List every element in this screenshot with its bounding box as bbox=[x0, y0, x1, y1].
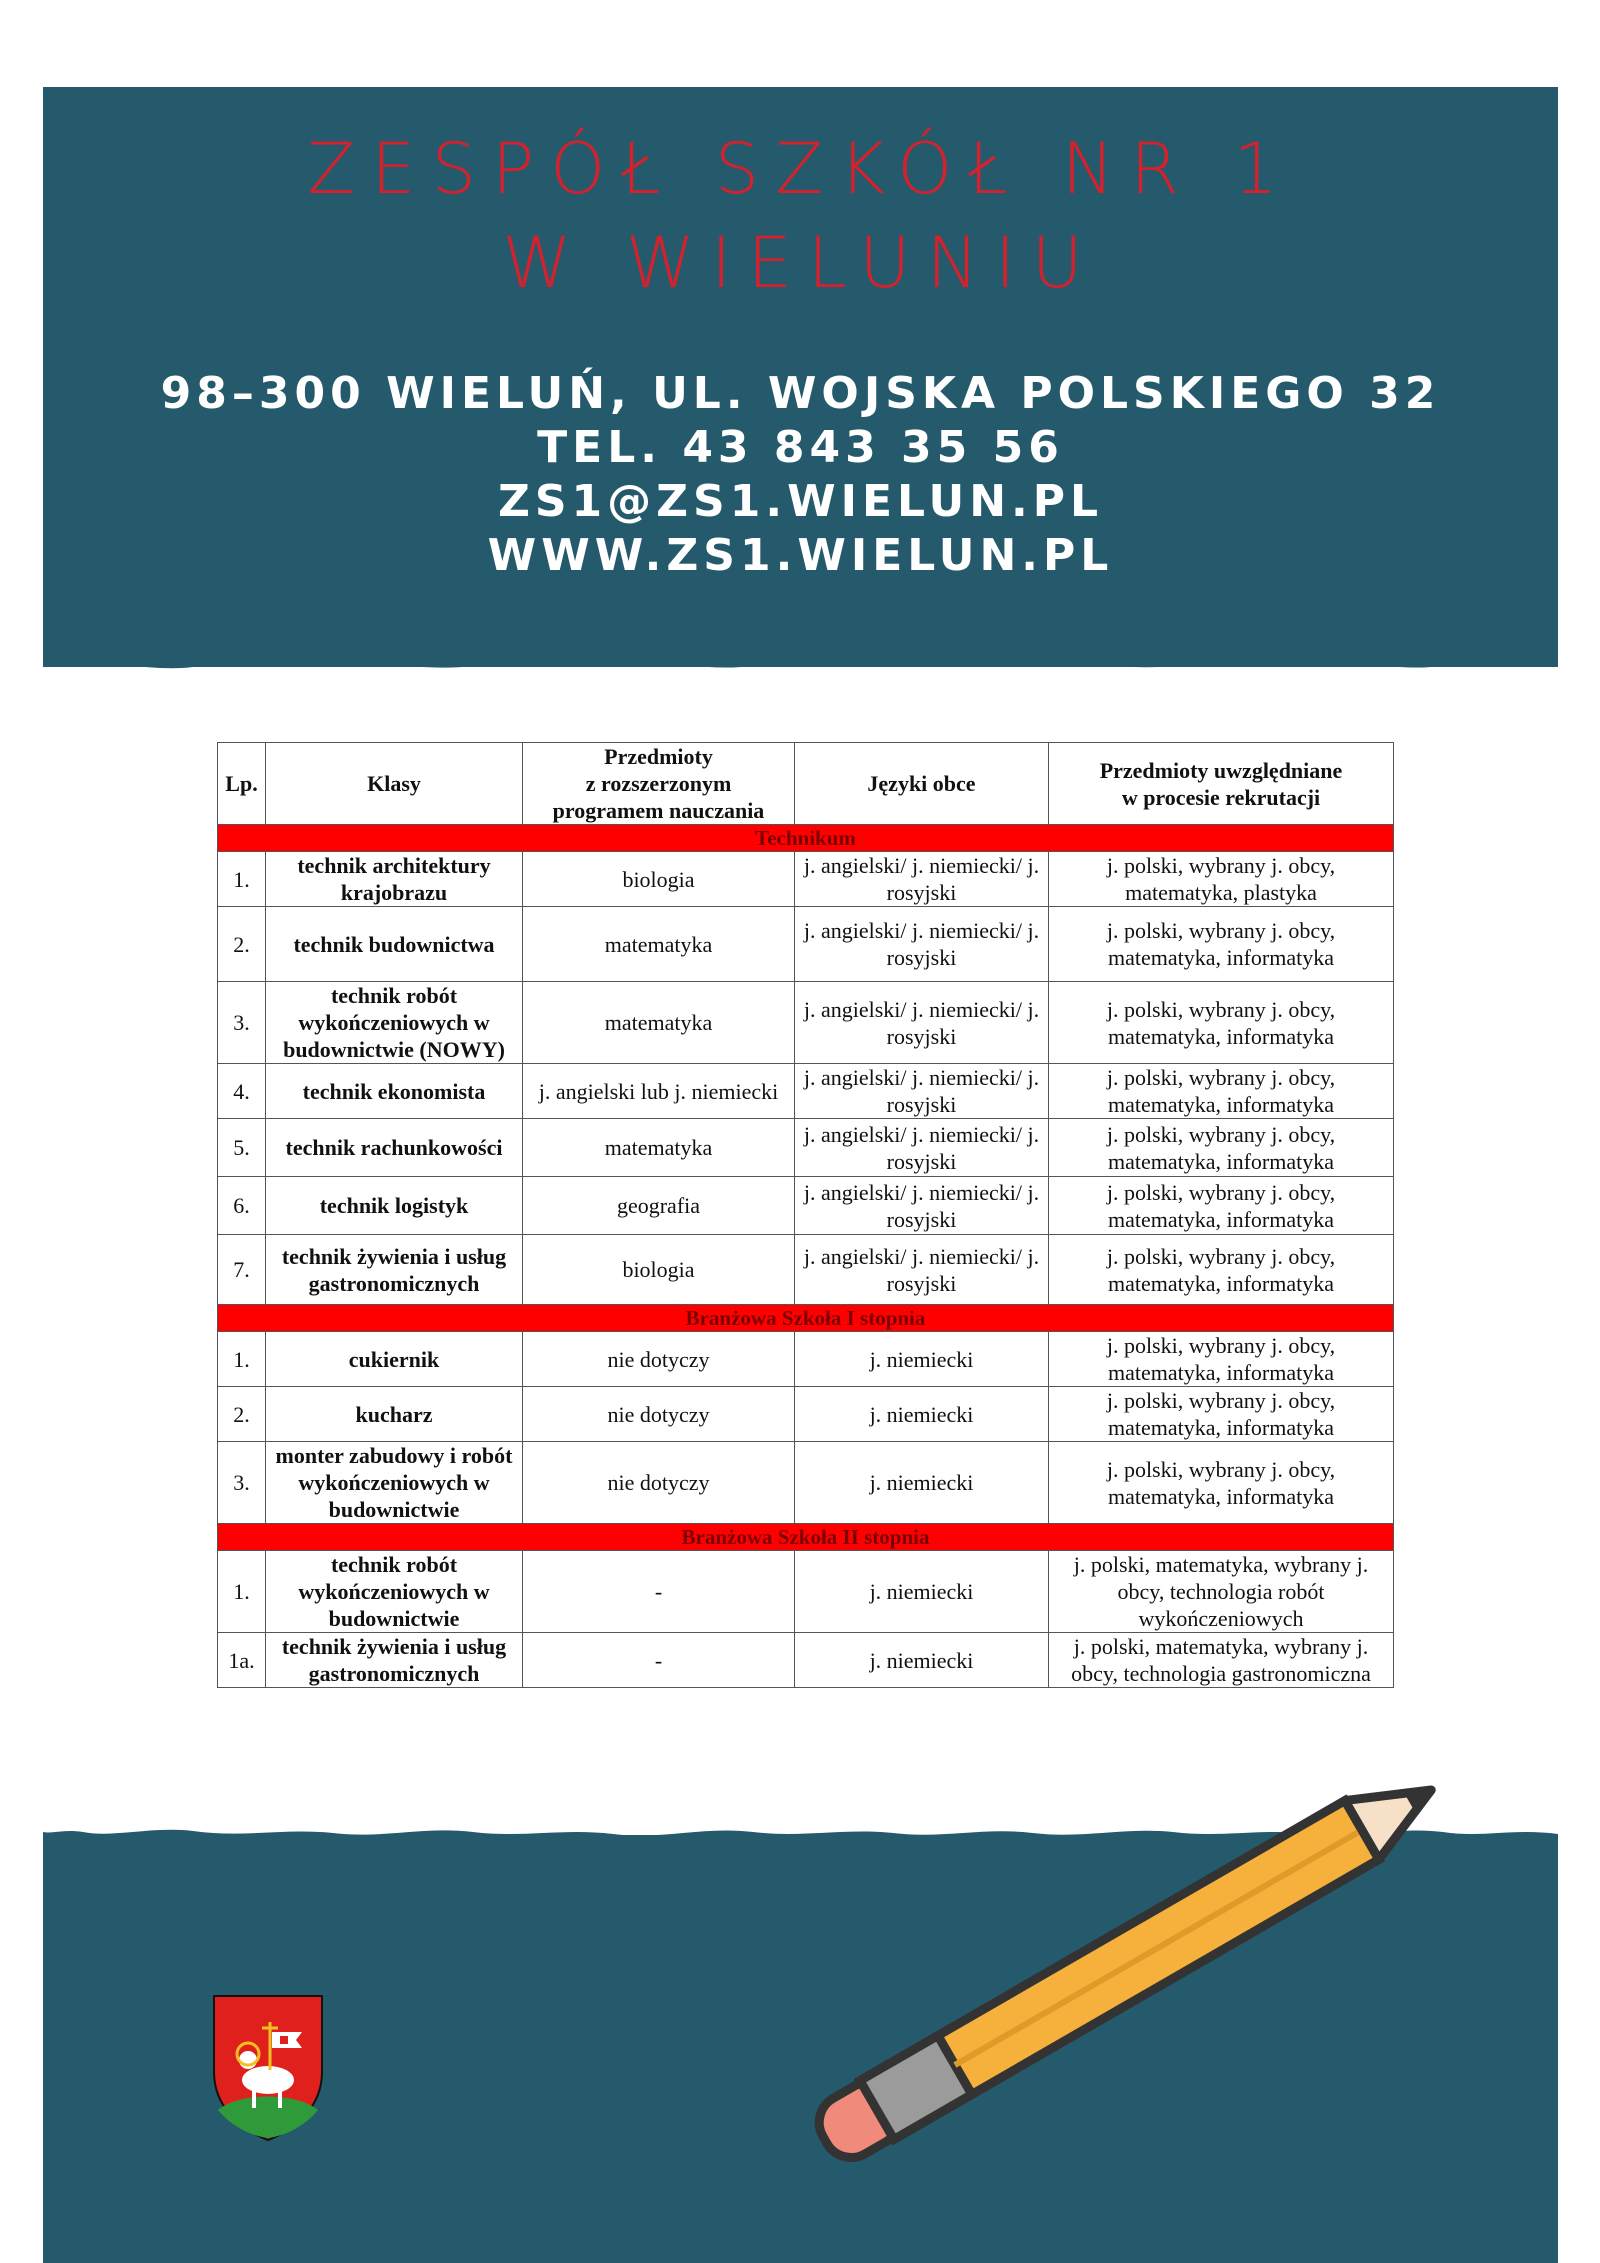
cell-lp: 1. bbox=[218, 1332, 266, 1387]
cell-lp: 3. bbox=[218, 1442, 266, 1524]
cell-jezyki: j. niemiecki bbox=[795, 1442, 1049, 1524]
table-row bbox=[218, 1177, 1394, 1235]
cell-lp: 5. bbox=[218, 1119, 266, 1177]
cell-klasa: technik robót wykończeniowych w budownictwie bbox=[266, 1551, 523, 1633]
table-row bbox=[218, 852, 1394, 907]
cell-klasa: technik żywienia i usług gastronomicznych bbox=[266, 1633, 523, 1688]
header-rekrutacja bbox=[1049, 743, 1394, 825]
website-link[interactable]: WWW.ZS1.WIELUN.PL bbox=[487, 530, 1114, 581]
cell-klasa: technik rachunkowości bbox=[266, 1119, 523, 1177]
cell-klasa: technik budownictwa bbox=[266, 907, 523, 982]
cell-przedmioty: matematyka bbox=[523, 1119, 795, 1177]
cell-klasa: cukiernik bbox=[266, 1332, 523, 1387]
table-row bbox=[218, 1064, 1394, 1119]
cell-lp: 3. bbox=[218, 982, 266, 1064]
header-jezyki: Języki obce bbox=[795, 743, 1049, 825]
cell-rekrutacja: j. polski, wybrany j. obcy, matematyka, informatyka bbox=[1049, 1177, 1394, 1235]
recruitment-table bbox=[217, 742, 1394, 1688]
section-title: Technikum bbox=[218, 825, 1394, 852]
section-header bbox=[218, 1305, 1394, 1332]
cell-klasa: kucharz bbox=[266, 1387, 523, 1442]
cell-rekrutacja: j. polski, matematyka, wybrany j. obcy, technologia gastronomiczna bbox=[1049, 1633, 1394, 1688]
school-name: ZESPÓŁ SZKÓŁ NR 1 bbox=[307, 128, 1294, 210]
cell-rekrutacja: j. polski, wybrany j. obcy, matematyka, informatyka bbox=[1049, 1332, 1394, 1387]
cell-klasa: monter zabudowy i robót wykończeniowych w budownictwie bbox=[266, 1442, 523, 1524]
header-rekrutacja-line1: Przedmioty uwzględniane bbox=[1099, 757, 1343, 783]
table-row bbox=[218, 1633, 1394, 1688]
header-klasy: Klasy bbox=[266, 743, 523, 825]
table-row bbox=[218, 907, 1394, 982]
cell-rekrutacja: j. polski, wybrany j. obcy, matematyka, informatyka bbox=[1049, 1235, 1394, 1305]
cell-rekrutacja: j. polski, matematyka, wybrany j. obcy, technologia robót wykończeniowych bbox=[1049, 1551, 1394, 1633]
cell-przedmioty: biologia bbox=[523, 1235, 795, 1305]
address: 98–300 WIELUŃ, UL. WOJSKA POLSKIEGO 32 bbox=[160, 368, 1441, 419]
table-row bbox=[218, 1551, 1394, 1633]
table-row bbox=[218, 1235, 1394, 1305]
cell-rekrutacja: j. polski, wybrany j. obcy, matematyka, informatyka bbox=[1049, 1442, 1394, 1524]
section-header bbox=[218, 1524, 1394, 1551]
table-row bbox=[218, 1332, 1394, 1387]
cell-przedmioty: matematyka bbox=[523, 907, 795, 982]
school-location: W WIELUNIU bbox=[502, 222, 1099, 304]
table-row bbox=[218, 1387, 1394, 1442]
section-title: Branżowa Szkoła II stopnia bbox=[218, 1524, 1394, 1551]
cell-jezyki: j. angielski/ j. niemiecki/ j. rosyjski bbox=[795, 907, 1049, 982]
cell-lp: 4. bbox=[218, 1064, 266, 1119]
cell-przedmioty: - bbox=[523, 1551, 795, 1633]
cell-lp: 2. bbox=[218, 1387, 266, 1442]
cell-jezyki: j. niemiecki bbox=[795, 1387, 1049, 1442]
cell-przedmioty: j. angielski lub j. niemiecki bbox=[523, 1064, 795, 1119]
cell-lp: 6. bbox=[218, 1177, 266, 1235]
cell-lp: 1. bbox=[218, 852, 266, 907]
cell-rekrutacja: j. polski, wybrany j. obcy, matematyka, plastyka bbox=[1049, 852, 1394, 907]
header-lp: Lp. bbox=[218, 743, 266, 825]
cell-klasa: technik żywienia i usług gastronomicznych bbox=[266, 1235, 523, 1305]
wielun-coat-of-arms-icon bbox=[210, 1992, 326, 2142]
cell-lp: 2. bbox=[218, 907, 266, 982]
cell-lp: 1. bbox=[218, 1551, 266, 1633]
table-row bbox=[218, 1442, 1394, 1524]
cell-lp: 7. bbox=[218, 1235, 266, 1305]
cell-lp: 1a. bbox=[218, 1633, 266, 1688]
cell-przedmioty: nie dotyczy bbox=[523, 1332, 795, 1387]
cell-jezyki: j. angielski/ j. niemiecki/ j. rosyjski bbox=[795, 1235, 1049, 1305]
cell-rekrutacja: j. polski, wybrany j. obcy, matematyka, informatyka bbox=[1049, 1119, 1394, 1177]
cell-jezyki: j. angielski/ j. niemiecki/ j. rosyjski bbox=[795, 1064, 1049, 1119]
cell-jezyki: j. niemiecki bbox=[795, 1332, 1049, 1387]
phone: TEL. 43 843 35 56 bbox=[537, 422, 1064, 473]
table-row bbox=[218, 982, 1394, 1064]
cell-przedmioty: nie dotyczy bbox=[523, 1442, 795, 1524]
header-przedmioty-line2: z rozszerzonym bbox=[585, 771, 732, 796]
cell-rekrutacja: j. polski, wybrany j. obcy, matematyka, informatyka bbox=[1049, 1064, 1394, 1119]
table-row bbox=[218, 1119, 1394, 1177]
cell-jezyki: j. angielski/ j. niemiecki/ j. rosyjski bbox=[795, 1177, 1049, 1235]
cell-jezyki: j. niemiecki bbox=[795, 1633, 1049, 1688]
section-title: Branżowa Szkoła I stopnia bbox=[218, 1305, 1394, 1332]
cell-przedmioty: geografia bbox=[523, 1177, 795, 1235]
cell-jezyki: j. angielski/ j. niemiecki/ j. rosyjski bbox=[795, 982, 1049, 1064]
cell-jezyki: j. angielski/ j. niemiecki/ j. rosyjski bbox=[795, 1119, 1049, 1177]
cell-rekrutacja: j. polski, wybrany j. obcy, matematyka, informatyka bbox=[1049, 907, 1394, 982]
cell-rekrutacja: j. polski, wybrany j. obcy, matematyka, informatyka bbox=[1049, 982, 1394, 1064]
header-przedmioty-line3: programem nauczania bbox=[552, 798, 765, 823]
cell-klasa: technik ekonomista bbox=[266, 1064, 523, 1119]
cell-rekrutacja: j. polski, wybrany j. obcy, matematyka, informatyka bbox=[1049, 1387, 1394, 1442]
header-rekrutacja-line2: w procesie rekrutacji bbox=[1121, 784, 1321, 810]
header-przedmioty-line1: Przedmioty bbox=[604, 744, 713, 769]
cell-klasa: technik architektury krajobrazu bbox=[266, 852, 523, 907]
section-header bbox=[218, 825, 1394, 852]
torn-edge-top bbox=[43, 640, 1558, 680]
cell-przedmioty: - bbox=[523, 1633, 795, 1688]
cell-przedmioty: nie dotyczy bbox=[523, 1387, 795, 1442]
cell-przedmioty: biologia bbox=[523, 852, 795, 907]
pencil-icon bbox=[785, 1745, 1515, 2175]
email-link[interactable]: ZS1@ZS1.WIELUN.PL bbox=[497, 476, 1104, 527]
header-przedmioty bbox=[523, 743, 795, 825]
cell-klasa: technik robót wykończeniowych w budownictwie (NOWY) bbox=[266, 982, 523, 1064]
cell-przedmioty: matematyka bbox=[523, 982, 795, 1064]
cell-klasa: technik logistyk bbox=[266, 1177, 523, 1235]
cell-jezyki: j. angielski/ j. niemiecki/ j. rosyjski bbox=[795, 852, 1049, 907]
cell-jezyki: j. niemiecki bbox=[795, 1551, 1049, 1633]
